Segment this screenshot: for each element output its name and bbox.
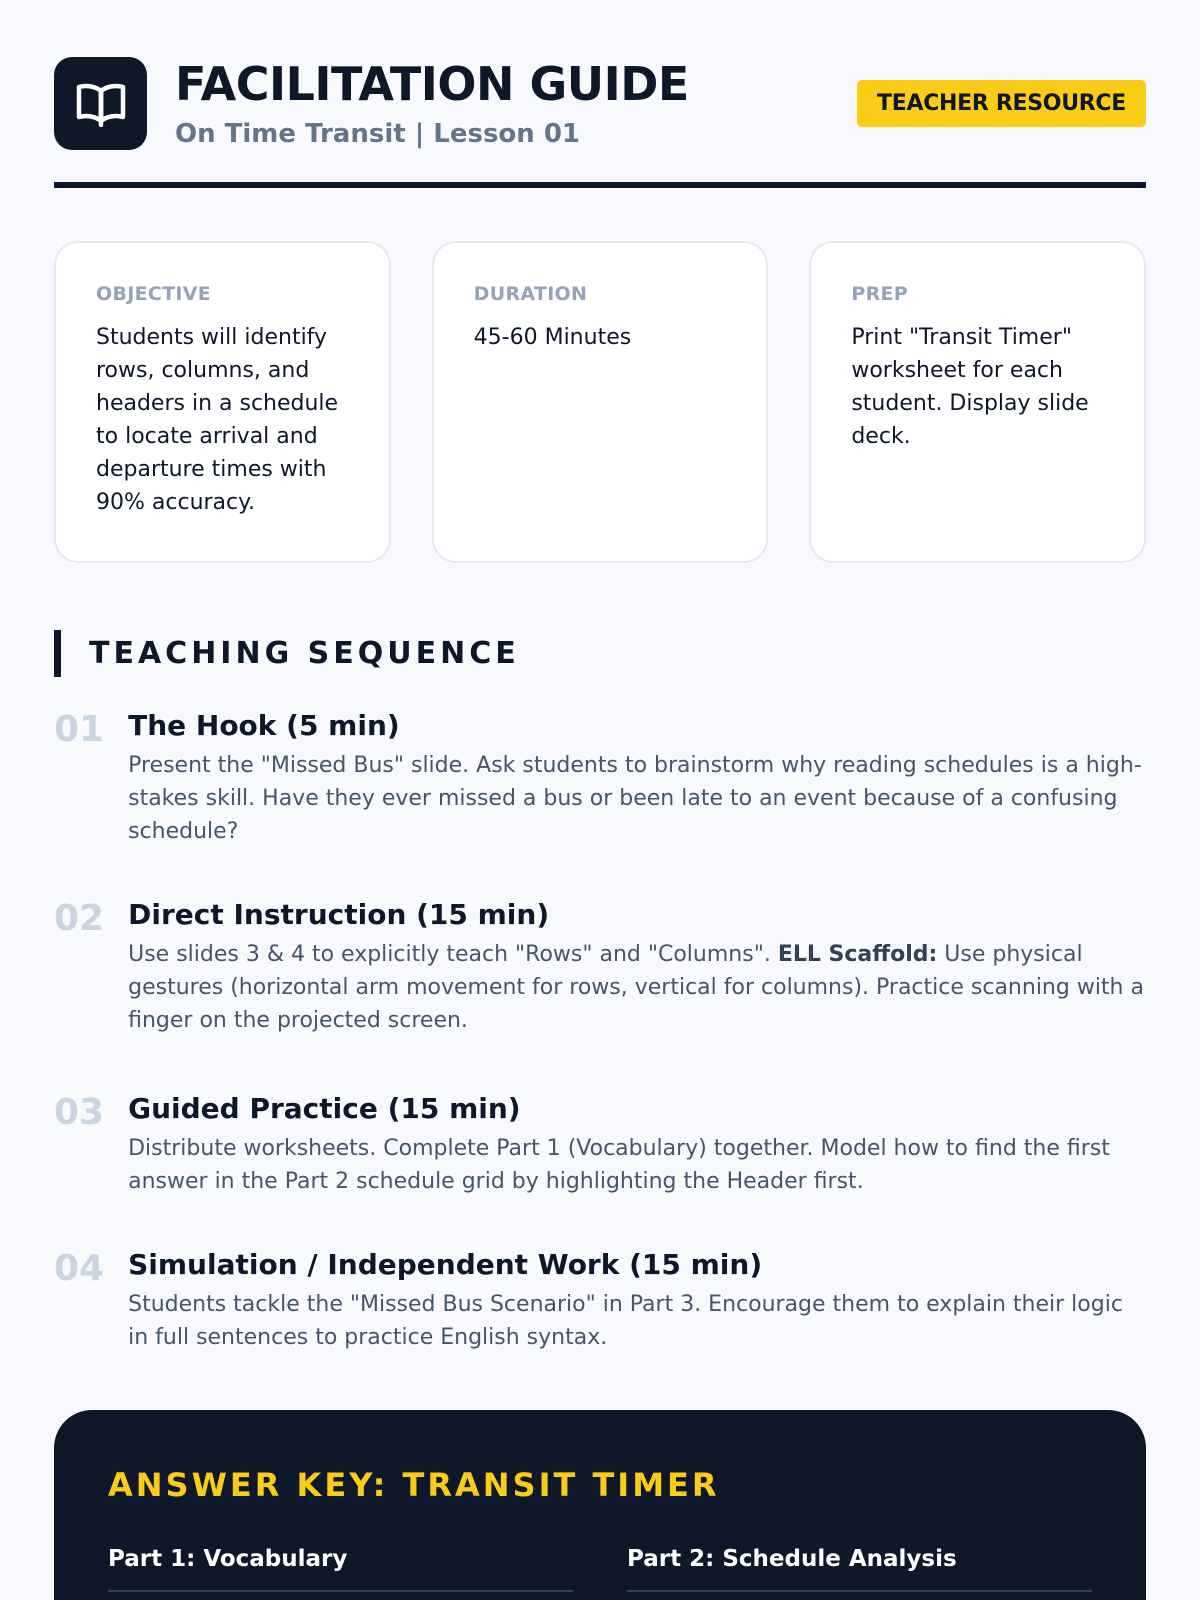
step-title: Direct Instruction (15 min) [128, 898, 550, 931]
card-text: Print "Transit Timer" worksheet for each student. Display slide deck. [851, 325, 1089, 449]
step-body [128, 1246, 1146, 1354]
step-body [128, 1090, 1146, 1198]
step-number: 04 [54, 1248, 105, 1289]
card-label: OBJECTIVE [96, 283, 212, 305]
step-title: The Hook (5 min) [128, 709, 400, 742]
answer-key-panel [54, 1410, 1146, 1600]
step-body [128, 896, 1146, 1037]
objective-card [54, 241, 391, 563]
step-title: Guided Practice (15 min) [128, 1092, 521, 1125]
step-body [128, 707, 1146, 848]
step-item [54, 1246, 1146, 1354]
step-item [54, 707, 1146, 848]
step-number: 02 [54, 898, 105, 939]
step-title: Simulation / Independent Work (15 min) [128, 1248, 763, 1281]
answer-column-title: Part 2: Schedule Analysis [627, 1546, 957, 1572]
page-title: FACILITATION GUIDE [175, 57, 689, 111]
card-text: Students will identify rows, columns, and headers in a schedule to locate arrival and departure times with 90% accuracy. [96, 325, 339, 515]
answer-column [108, 1546, 573, 1592]
answer-key-columns [108, 1546, 1092, 1592]
step-description: Students tackle the "Missed Bus Scenario" in Part 3. Encourage them to explain their logic in full sentences to practice English syntax. [128, 1292, 1123, 1350]
step-description [128, 938, 1146, 1037]
teaching-sequence-heading: TEACHING SEQUENCE [54, 630, 520, 677]
teacher-resource-badge: TEACHER RESOURCE [857, 80, 1146, 127]
card-text: 45-60 Minutes [473, 325, 632, 350]
step-item [54, 1090, 1146, 1198]
step-description: Distribute worksheets. Complete Part 1 (Vocabulary) together. Model how to find the first answer in the Part 2 schedule grid by highlighting the Header first. [128, 1136, 1110, 1194]
ell-scaffold-label: ELL Scaffold: [777, 942, 938, 967]
prep-card [809, 241, 1146, 563]
card-label: DURATION [473, 283, 588, 305]
header [54, 0, 1146, 188]
open-book-icon [54, 57, 147, 150]
step-item [54, 896, 1146, 1037]
duration-card [432, 241, 769, 563]
page-subtitle: On Time Transit | Lesson 01 [175, 119, 581, 149]
card-label: PREP [851, 283, 909, 305]
step-number: 03 [54, 1092, 105, 1133]
teaching-steps [54, 707, 1146, 1354]
info-cards [54, 241, 1146, 563]
answer-column-title: Part 1: Vocabulary [108, 1546, 348, 1572]
answer-key-title: ANSWER KEY: TRANSIT TIMER [108, 1466, 720, 1504]
step-number: 01 [54, 709, 105, 750]
answer-column [627, 1546, 1092, 1592]
step-description-text: Use physical gestures (horizontal arm movement for rows, vertical for columns). Practice scanning with a finger on the projected screen. [128, 942, 1144, 1033]
step-description: Present the "Missed Bus" slide. Ask students to brainstorm why reading schedules is a high-stakes skill. Have they ever missed a bus or been late to an event because of a confusing schedule? [128, 753, 1142, 844]
step-description-text: Use slides 3 & 4 to explicitly teach "Rows" and "Columns". [128, 942, 778, 967]
